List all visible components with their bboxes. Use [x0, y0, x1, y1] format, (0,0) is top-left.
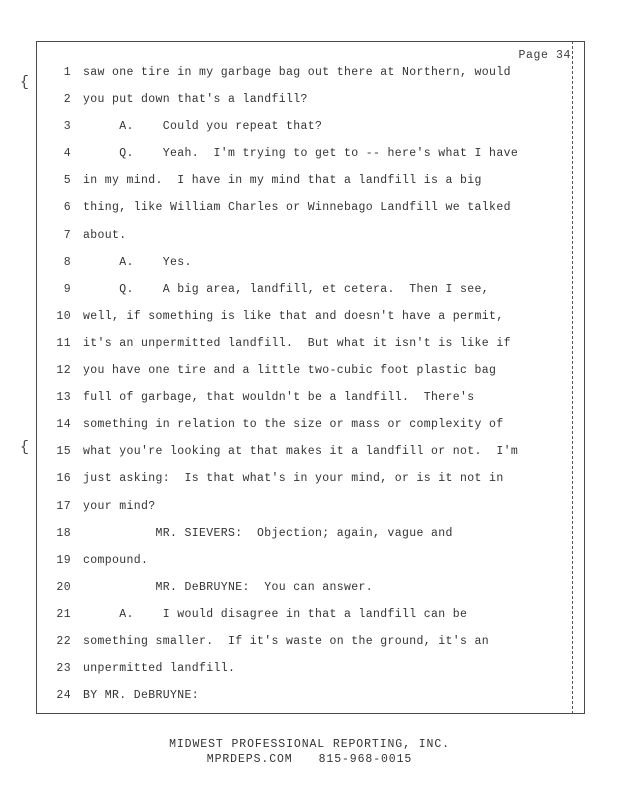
line-text: unpermitted landfill. — [83, 662, 236, 676]
transcript-line — [37, 689, 585, 716]
line-text: saw one tire in my garbage bag out there at Northern, would — [83, 66, 511, 79]
line-text: full of garbage, that wouldn't be a landfill. There's — [83, 391, 475, 405]
transcript-lines — [37, 66, 585, 716]
line-text: Q. A big area, landfill, et cetera. Then I see, — [83, 282, 490, 296]
line-text: compound. — [83, 553, 149, 567]
line-number: 18 — [56, 526, 71, 540]
line-text: you put down that's a landfill? — [83, 93, 308, 107]
line-text: A. I would disagree in that a landfill can be — [83, 607, 468, 621]
line-number: 2 — [63, 93, 71, 107]
line-number: 23 — [56, 662, 71, 676]
transcript-line — [37, 608, 585, 635]
line-text: something smaller. If it's waste on the ground, it's an — [83, 634, 490, 648]
transcript-line — [37, 256, 585, 283]
transcript-line — [37, 93, 585, 120]
line-number: 22 — [56, 634, 71, 648]
line-text: well, if something is like that and doesn't have a permit, — [83, 309, 504, 323]
page-number: Page 34 — [518, 49, 571, 62]
line-text: in my mind. I have in my mind that a landfill is a big — [83, 174, 482, 188]
line-number: 24 — [56, 689, 71, 703]
line-text: A. Yes. — [83, 255, 192, 269]
footer-website: MPRDEPS.COM — [206, 753, 293, 766]
transcript-line — [37, 201, 585, 228]
transcript-line — [37, 500, 585, 527]
line-text: about. — [83, 228, 127, 242]
line-number: 13 — [56, 391, 71, 405]
line-text: what you're looking at that makes it a landfill or not. I'm — [83, 445, 519, 459]
line-number: 21 — [56, 607, 71, 621]
line-text: A. Could you repeat that? — [83, 120, 323, 134]
margin-bracket-mark-middle: { — [20, 439, 30, 456]
line-text: BY MR. DeBRUYNE: — [83, 689, 200, 703]
line-text: your mind? — [83, 499, 156, 513]
line-number: 8 — [63, 255, 71, 269]
line-number: 3 — [63, 120, 71, 134]
line-text: it's an unpermitted landfill. But what it isn't is like if — [83, 336, 511, 350]
line-number: 10 — [56, 309, 71, 323]
line-number: 7 — [63, 228, 71, 242]
transcript-line — [37, 337, 585, 364]
line-number: 12 — [56, 364, 71, 378]
line-number: 14 — [56, 418, 71, 432]
line-text: MR. SIEVERS: Objection; again, vague and — [83, 526, 453, 540]
transcript-line — [37, 418, 585, 445]
line-text: something in relation to the size or mass or complexity of — [83, 418, 504, 432]
transcript-line — [37, 635, 585, 662]
transcript-line — [37, 229, 585, 256]
page-footer — [0, 738, 619, 766]
transcript-line — [37, 445, 585, 472]
line-number: 1 — [63, 66, 71, 79]
line-number: 11 — [56, 336, 71, 350]
reporting-firm-name: MIDWEST PROFESSIONAL REPORTING, INC. — [169, 738, 450, 751]
transcript-line — [37, 120, 585, 147]
line-number: 9 — [63, 282, 71, 296]
line-text: you have one tire and a little two-cubic foot plastic bag — [83, 364, 497, 378]
transcript-line — [37, 391, 585, 418]
transcript-line — [37, 472, 585, 499]
line-number: 5 — [63, 174, 71, 188]
line-text: just asking: Is that what's in your mind, or is it not in — [83, 472, 504, 486]
line-number: 4 — [63, 147, 71, 161]
line-text: Q. Yeah. I'm trying to get to -- here's what I have — [83, 147, 519, 161]
transcript-line — [37, 527, 585, 554]
transcript-line — [37, 581, 585, 608]
line-number: 6 — [63, 201, 71, 215]
transcript-line — [37, 147, 585, 174]
line-number: 17 — [56, 499, 71, 513]
line-text: MR. DeBRUYNE: You can answer. — [83, 580, 374, 594]
transcript-line — [37, 174, 585, 201]
line-number: 19 — [56, 553, 71, 567]
margin-bracket-mark-top: { — [20, 74, 30, 91]
line-text: thing, like William Charles or Winnebago Landfill we talked — [83, 201, 511, 215]
transcript-line — [37, 283, 585, 310]
line-number: 20 — [56, 580, 71, 594]
line-number: 15 — [56, 445, 71, 459]
transcript-line — [37, 364, 585, 391]
footer-phone: 815-968-0015 — [318, 753, 413, 766]
transcript-line — [37, 66, 585, 93]
transcript-line — [37, 662, 585, 689]
transcript-line — [37, 554, 585, 581]
footer-contact — [0, 753, 619, 766]
transcript-line — [37, 310, 585, 337]
line-number: 16 — [56, 472, 71, 486]
